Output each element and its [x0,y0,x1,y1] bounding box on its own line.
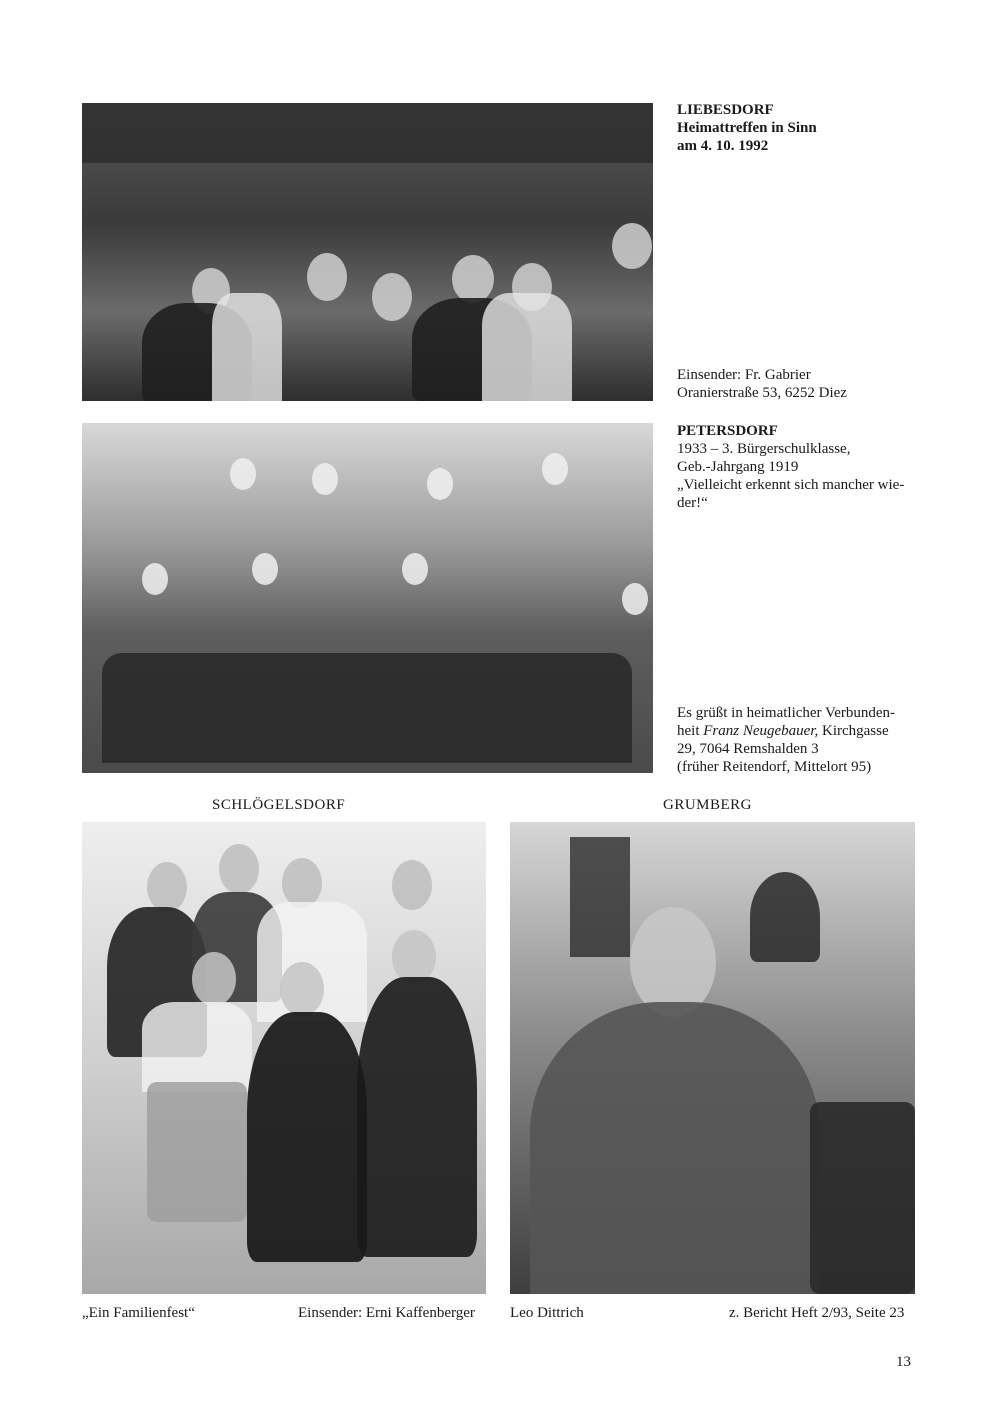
greeting-street: Kirchgasse [822,723,889,739]
sender-name: Franz Neugebauer, [703,723,819,739]
liebesdorf-date: am 4. 10. 1992 [677,138,769,154]
petersdorf-line-2: Geb.-Jahrgang 1919 [677,459,799,475]
liebesdorf-sender: Einsender: Fr. Gabrier [677,367,811,383]
petersdorf-greeting: Es grüßt in heimatlicher Verbunden- [677,705,895,721]
liebesdorf-group-photo [82,103,653,401]
petersdorf-quote-end: der!“ [677,495,708,511]
liebesdorf-title: LIEBESDORF [677,102,774,118]
greeting-prefix: heit [677,723,700,739]
liebesdorf-sender-address: Oranierstraße 53, 6252 Diez [677,385,847,401]
page-number: 13 [896,1354,911,1370]
liebesdorf-subtitle: Heimattreffen in Sinn [677,120,817,136]
petersdorf-title: PETERSDORF [677,423,778,439]
grumberg-title: GRUMBERG [663,797,753,813]
schloegelsdorf-sender: Einsender: Erni Kaffenberger [298,1305,475,1321]
petersdorf-quote: „Vielleicht erkennt sich mancher wie- [677,477,905,493]
grumberg-caption: Leo Dittrich [510,1305,584,1321]
schloegelsdorf-caption: „Ein Familienfest“ [82,1305,195,1321]
grumberg-reference: z. Bericht Heft 2/93, Seite 23 [729,1305,905,1321]
schloegelsdorf-family-photo [82,822,486,1294]
schloegelsdorf-title: SCHLÖGELSDORF [212,797,346,813]
petersdorf-former-address: (früher Reitendorf, Mittelort 95) [677,759,872,775]
petersdorf-class-photo [82,423,653,773]
grumberg-portrait-photo [510,822,915,1294]
petersdorf-line-1: 1933 – 3. Bürgerschulklasse, [677,441,851,457]
petersdorf-greeting-line-2 [677,722,889,740]
petersdorf-address: 29, 7064 Remshalden 3 [677,741,819,757]
